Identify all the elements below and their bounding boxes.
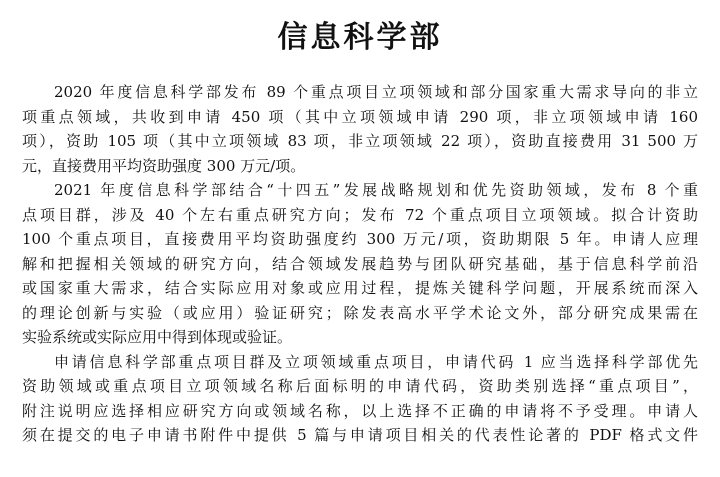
text-line: 申请信息科学部重点项目群及立项领域重点项目，申请代码 1 应当选择科学部优先	[54, 352, 698, 371]
paragraph	[22, 178, 698, 350]
text-line: 解和把握相关领域的研究方向，结合领域发展趋势与团队研究基础，基于信息科学前沿	[22, 254, 698, 273]
text-line: 附注说明应选择相应研究方向或领域名称，以上选择不正确的申请将不予受理。申请人	[22, 401, 698, 420]
text-line: 100 个重点项目，直接费用平均资助强度约 300 万元/项，资助期限 5 年。申请人应理	[22, 230, 698, 248]
text-line: 资助领域或重点项目立项领域名称后面标明的申请代码，资助类别选择“重点项目”，	[22, 377, 698, 395]
text-line: 2020 年度信息科学部发布 89 个重点项目立项领域和部分国家重大需求导向的非立	[54, 83, 698, 101]
text-line: 项重点领域，共收到申请 450 项（其中立项领域申请 290 项，非立项领域申请 160	[22, 107, 698, 126]
document-body	[22, 80, 698, 448]
text-line: 的理论创新与实验（或应用）验证研究；除发表高水平学术论文外，部分研究成果需在	[22, 303, 698, 322]
text-line: 或国家重大需求，结合实际应用对象或应用过程，提炼关键科学问题，开展系统而深入	[22, 279, 698, 297]
text-line: 实验系统或实际应用中得到体现或验证。	[22, 328, 293, 346]
paragraph	[22, 80, 698, 178]
text-line: 点项目群，涉及 40 个左右重点研究方向；发布 72 个重点项目立项领域。拟合计资助	[22, 205, 698, 224]
paragraph	[22, 350, 698, 448]
text-line: 2021 年度信息科学部结合“十四五”发展战略规划和优先资助领域，发布 8 个重	[54, 181, 698, 199]
text-line: 须在提交的电子申请书附件中提供 5 篇与申请项目相关的代表性论著的 PDF 格式文件	[22, 426, 698, 444]
page-title: 信息科学部	[277, 20, 443, 55]
text-line: 项），资助 105 项（其中立项领域 83 项，非立项领域 22 项），资助直接费用 31 500 万	[22, 132, 698, 150]
text-line: 元，直接费用平均资助强度 300 万元/项。	[22, 156, 306, 175]
